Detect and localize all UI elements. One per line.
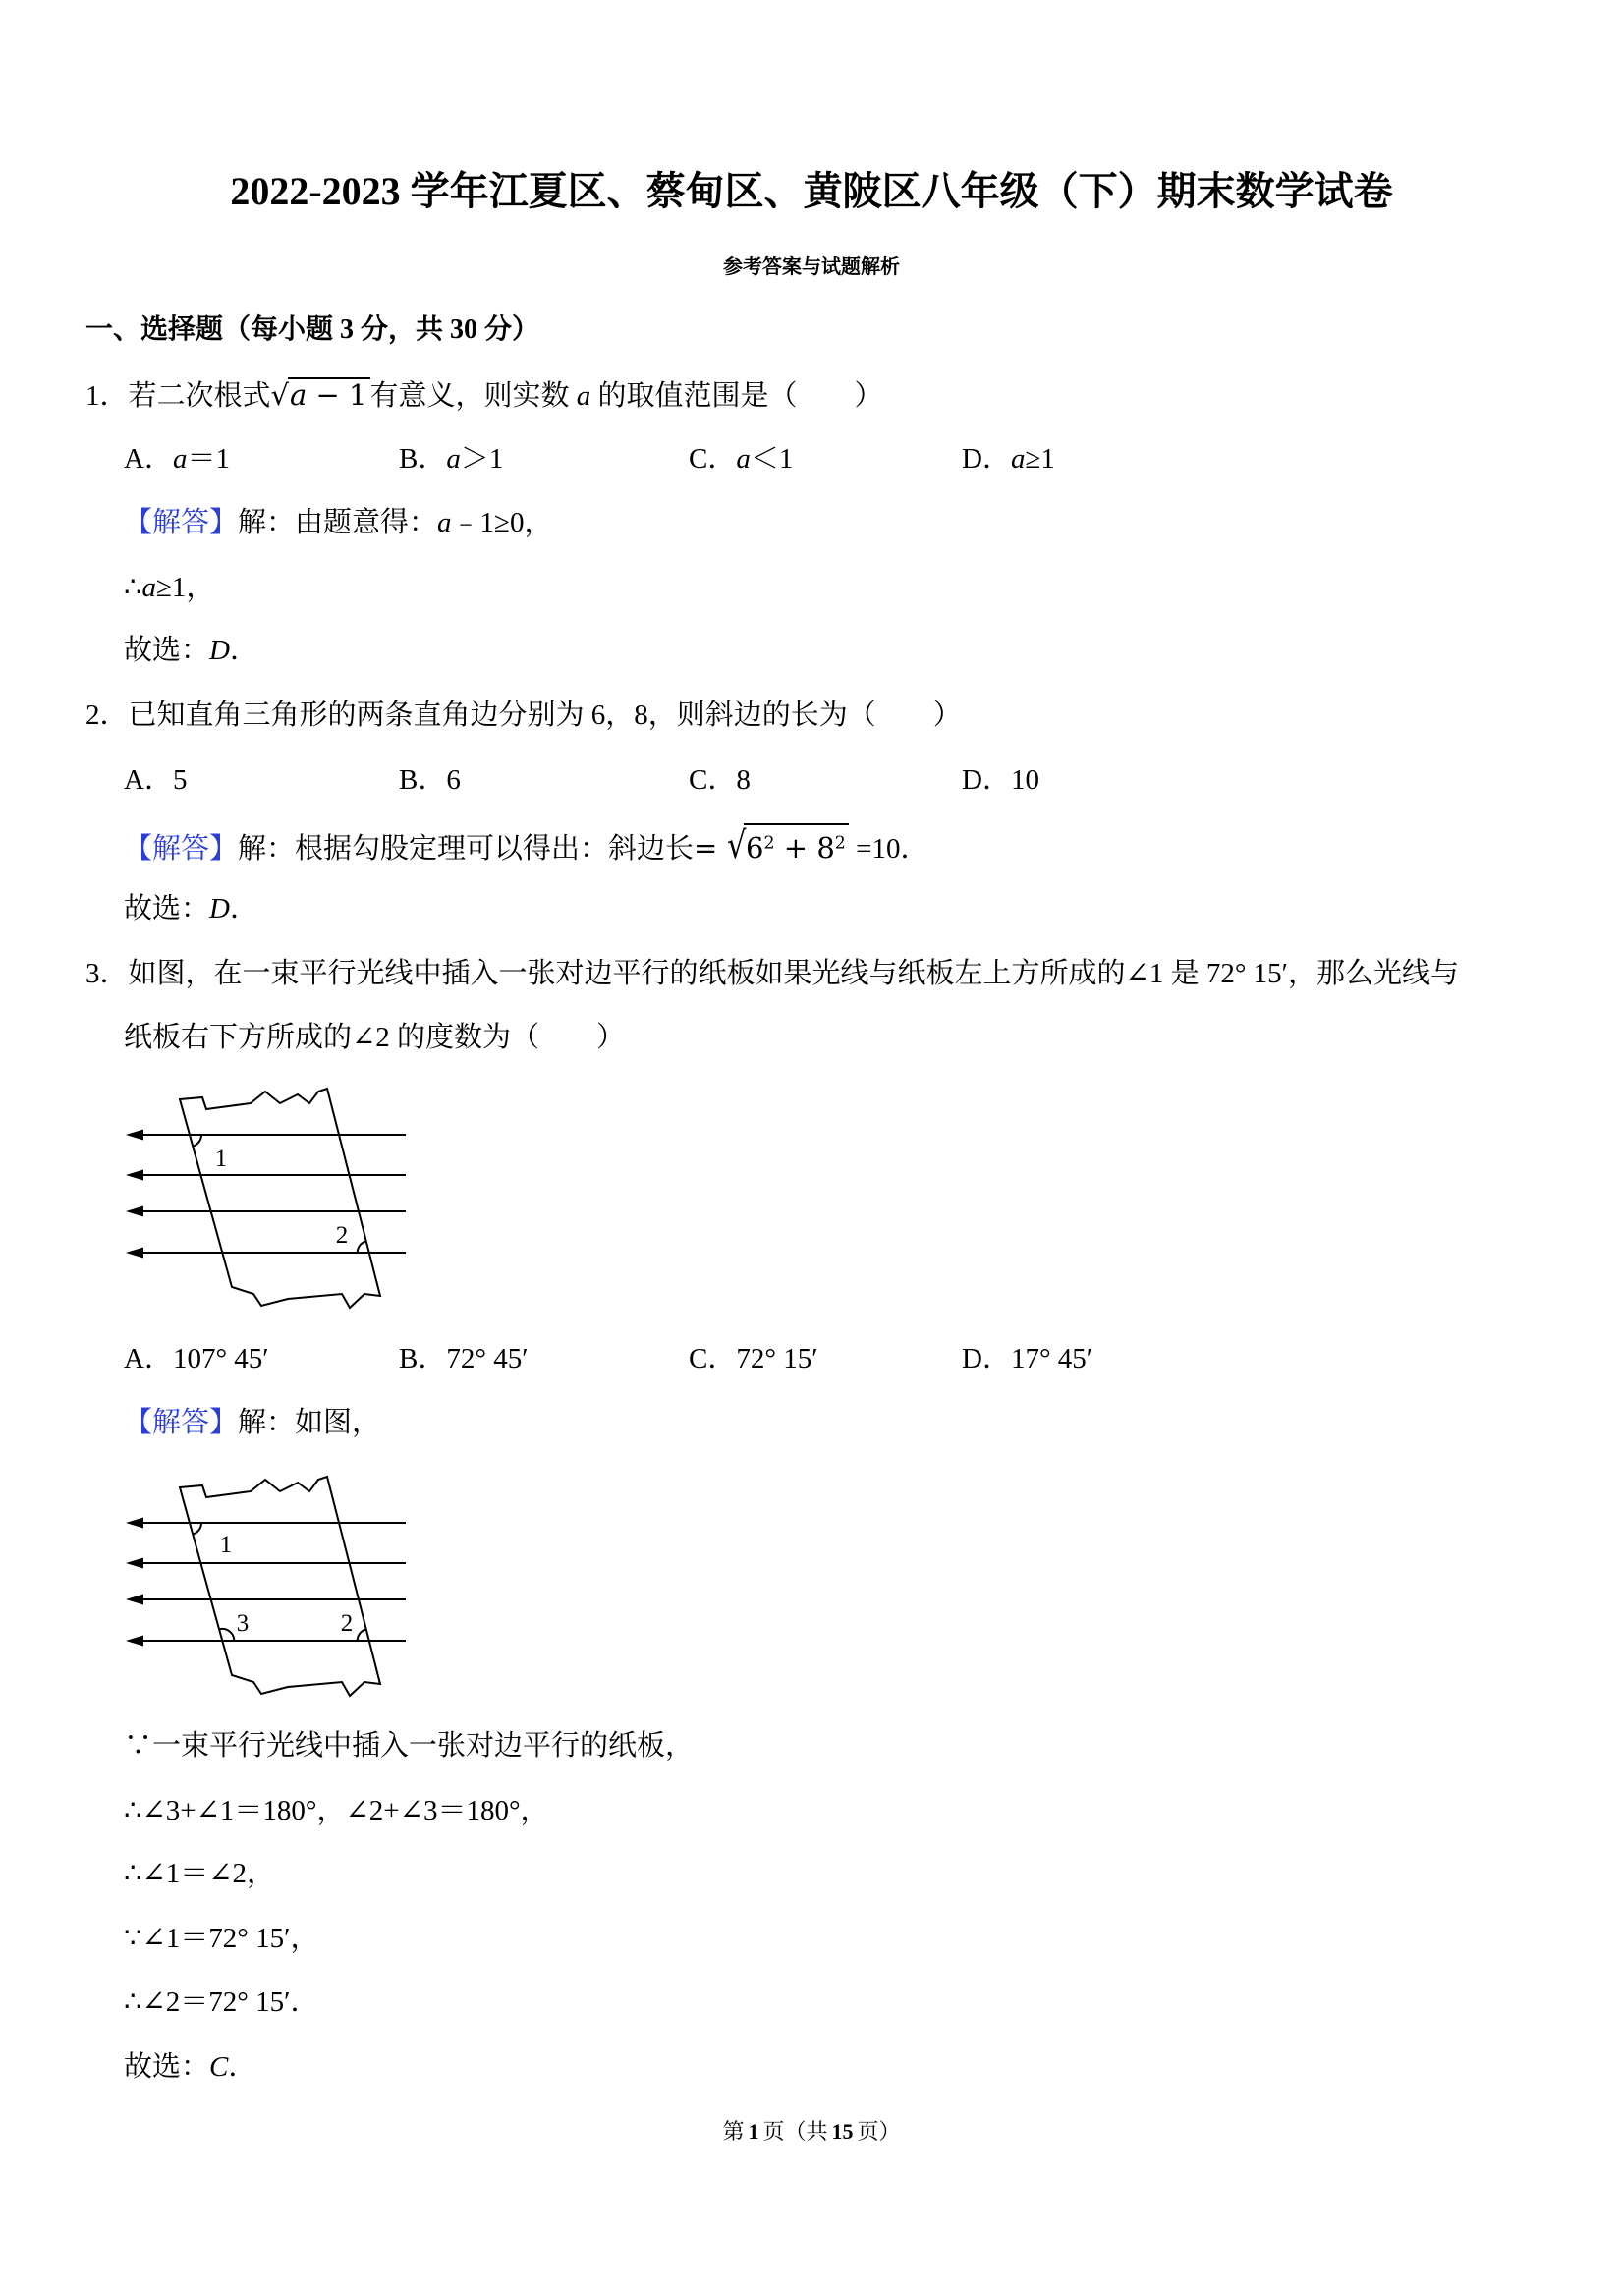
variable-a: a [736, 443, 751, 475]
section-heading: 一、选择题（每小题 3 分，共 30 分） [85, 314, 540, 345]
option-label: C． [689, 443, 737, 475]
answer-tag: 【解答】 [124, 833, 239, 865]
exponent: 2 [834, 833, 846, 854]
solution-text: 解：由题意得： [238, 507, 438, 538]
question-2-solution-line-1 [124, 823, 928, 866]
question-number: 1． [85, 380, 129, 412]
solution-text: ﹣1≥0， [451, 507, 553, 538]
variable-a: a [576, 380, 591, 412]
choice-end: ． [229, 893, 258, 924]
equals-sign: = [694, 831, 727, 865]
question-3-figure [118, 1081, 413, 1316]
question-1-solution-line-2 [124, 571, 214, 604]
paper-board [180, 1477, 380, 1696]
question-1-options [0, 442, 1623, 476]
page-footer [0, 2118, 1623, 2146]
question-number: 3． [85, 958, 129, 989]
choice-end: ． [229, 635, 258, 666]
question-3-solution-line-4: ∴∠1＝∠2， [124, 1858, 276, 1889]
question-1-option-a [124, 442, 230, 476]
sqrt-expression [271, 380, 370, 412]
question-3-option-b: B．72° 45′ [399, 1343, 529, 1374]
choice-letter: D [209, 635, 230, 666]
question-2-choice [124, 892, 258, 925]
stem-text: 的取值范围是（ ） [590, 380, 883, 412]
question-3-solution-line-5: ∵∠1＝72° 15′， [124, 1923, 319, 1954]
question-3-option-d: D．17° 45′ [962, 1343, 1093, 1374]
angle-1-arc [193, 1523, 201, 1535]
question-2-stem [85, 699, 962, 732]
variable-a: a [141, 572, 156, 603]
option-value: ＜1 [750, 443, 794, 475]
choice-label: 故选： [124, 635, 210, 666]
angle-3-label: 3 [236, 1610, 250, 1637]
option-label: D． [962, 443, 1011, 475]
question-3-option-c: C．72° 15′ [689, 1343, 818, 1374]
arrowhead-3 [126, 1206, 143, 1217]
document-title: 2022-2023 学年江夏区、蔡甸区、黄陂区八年级（下）期末数学试卷 [230, 169, 1393, 213]
solution-text: 解：如图， [238, 1407, 381, 1438]
solution-text: ≥1， [155, 572, 215, 603]
question-1-solution-line-1 [124, 506, 552, 539]
question-2-option-c: C．8 [689, 764, 751, 796]
variable-a: a [290, 378, 308, 412]
question-3-solution-line-6: ∴∠2＝72° 15′． [124, 1987, 319, 2018]
radicand [744, 823, 849, 863]
question-1-option-c [689, 442, 793, 476]
therefore-symbol: ∴ [124, 572, 142, 603]
angle-2-label: 2 [340, 1610, 354, 1637]
arrowhead-4 [126, 1636, 143, 1647]
radical-sign: √ [270, 378, 290, 412]
document-subtitle: 参考答案与试题解析 [723, 256, 900, 278]
question-3-choice [124, 2050, 256, 2084]
choice-label: 故选： [124, 893, 210, 924]
exponent: 2 [763, 833, 775, 854]
question-1-stem [85, 377, 883, 413]
stem-text: 有意义，则实数 [369, 380, 577, 412]
angle-1-arc [193, 1135, 201, 1147]
radicand [288, 377, 369, 411]
sqrt-expression [726, 822, 849, 868]
option-value: ＝1 [187, 443, 230, 475]
variable-a: a [446, 443, 461, 475]
stem-text: 如图，在一束平行光线中插入一张对边平行的纸板如果光线与纸板左上方所成的∠1 是 72° 15′，那么光线与 [128, 958, 1460, 989]
footer-text: 页（共 [762, 2119, 828, 2144]
question-1-option-d [962, 442, 1055, 476]
question-3-solution-line-2: ∵一束平行光线中插入一张对边平行的纸板， [124, 1730, 695, 1762]
question-3-solution-line-3: ∴∠3+∠1＝180°，∠2+∠3＝180°， [124, 1795, 549, 1826]
variable-a: a [1010, 443, 1026, 475]
solution-result: =10． [848, 833, 929, 865]
solution-text: 解：根据勾股定理可以得出：斜边长 [238, 833, 695, 865]
question-2-option-a: A．5 [124, 764, 188, 796]
option-label: A． [124, 443, 173, 475]
base-6: 6 [746, 831, 764, 865]
footer-text: 第 [722, 2119, 745, 2144]
angle-1-label: 1 [219, 1532, 233, 1558]
question-1-choice [124, 634, 258, 667]
radical-sign: √ [726, 822, 746, 868]
stem-text: 若二次根式 [128, 380, 271, 412]
choice-letter: D [209, 893, 230, 924]
question-2-option-d: D．10 [962, 764, 1039, 796]
option-value: ≥1 [1025, 443, 1055, 475]
paper-board [180, 1089, 380, 1308]
question-2-option-b: B．6 [399, 764, 461, 796]
variable-a: a [437, 507, 452, 538]
arrowhead-1 [126, 1130, 143, 1141]
answer-tag: 【解答】 [124, 1407, 239, 1438]
arrowhead-2 [126, 1558, 143, 1569]
footer-text: 页） [857, 2119, 901, 2144]
choice-label: 故选： [124, 2051, 210, 2083]
arrowhead-2 [126, 1170, 143, 1181]
arrowhead-3 [126, 1595, 143, 1605]
stem-text: 已知直角三角形的两条直角边分别为 6，8，则斜边的长为（ ） [128, 700, 962, 731]
option-label: B． [399, 443, 447, 475]
question-1-option-b [399, 442, 503, 476]
option-value: ＞1 [460, 443, 504, 475]
question-3-stem-line-2: 纸板右下方所成的∠2 的度数为（ ） [124, 1022, 626, 1053]
question-number: 2． [85, 700, 129, 731]
angle-2-arc [358, 1241, 366, 1253]
solution-figure [118, 1469, 413, 1705]
answer-tag: 【解答】 [124, 507, 239, 538]
current-page-number: 1 [748, 2119, 759, 2144]
plus-base-8: + 8 [774, 831, 835, 865]
radicand-rest: − 1 [307, 378, 367, 412]
arrowhead-4 [126, 1248, 143, 1259]
question-3-option-a: A．107° 45′ [124, 1343, 269, 1374]
choice-letter: C [209, 2051, 229, 2083]
total-page-count: 15 [831, 2119, 854, 2144]
angle-2-label: 2 [335, 1222, 349, 1249]
question-3-stem-line-1 [85, 957, 1459, 990]
variable-a: a [172, 443, 188, 475]
choice-end: ． [228, 2051, 257, 2083]
angle-2-arc [358, 1629, 366, 1641]
question-3-solution-line-1 [124, 1406, 380, 1439]
arrowhead-1 [126, 1518, 143, 1529]
angle-1-label: 1 [214, 1146, 228, 1172]
question-2-options [0, 763, 1623, 797]
question-3-options [0, 1342, 1623, 1375]
